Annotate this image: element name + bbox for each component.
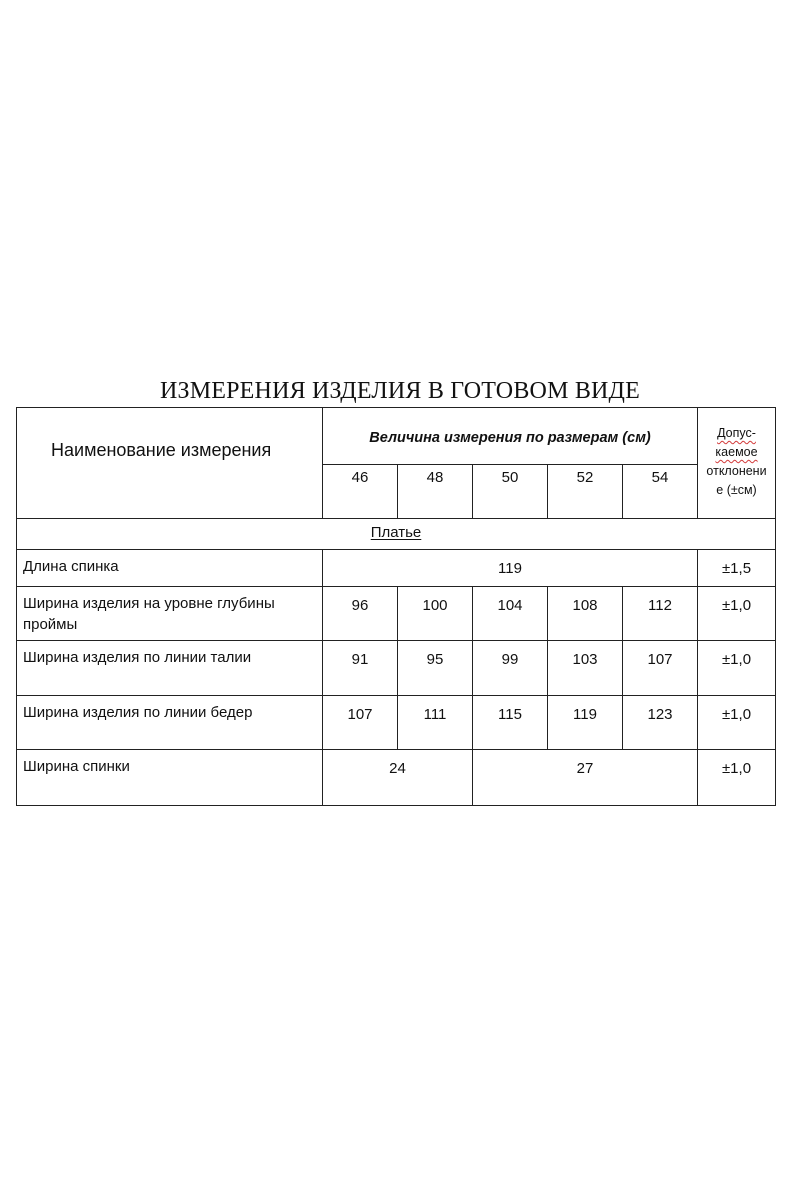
value-cell: 95 [398, 641, 473, 696]
tolerance-line: е (±см) [716, 483, 757, 497]
measurement-name: Ширина спинки [17, 750, 323, 806]
header-row [17, 408, 776, 465]
table-row [17, 550, 776, 587]
measurement-name: Ширина изделия по линии талии [17, 641, 323, 696]
table-row [17, 750, 776, 806]
measurement-name: Длина спинка [17, 550, 323, 587]
merged-value: 119 [323, 550, 698, 587]
tolerance-value: ±1,0 [698, 696, 776, 750]
tolerance-value: ±1,0 [698, 750, 776, 806]
value-cell: 100 [398, 587, 473, 641]
measurements-table [16, 407, 776, 806]
tolerance-value: ±1,5 [698, 550, 776, 587]
section-label: Платье [17, 519, 776, 550]
value-cell: 99 [473, 641, 548, 696]
size-54: 54 [623, 465, 698, 519]
value-cell: 112 [623, 587, 698, 641]
measurement-name: Ширина изделия на уровне глубины проймы [17, 587, 323, 641]
tolerance-value: ±1,0 [698, 641, 776, 696]
value-cell: 107 [323, 696, 398, 750]
size-48: 48 [398, 465, 473, 519]
header-tolerance [698, 408, 776, 519]
group-value: 24 [323, 750, 473, 806]
tolerance-line: Допус- [717, 426, 756, 440]
value-cell: 107 [623, 641, 698, 696]
value-cell: 104 [473, 587, 548, 641]
value-cell: 115 [473, 696, 548, 750]
size-46: 46 [323, 465, 398, 519]
header-name-column: Наименование измерения [17, 408, 323, 519]
group-value: 27 [473, 750, 698, 806]
size-50: 50 [473, 465, 548, 519]
value-cell: 111 [398, 696, 473, 750]
table-row [17, 696, 776, 750]
header-sizes-group: Величина измерения по размерам (см) [323, 408, 698, 465]
tolerance-line: каемое [715, 445, 758, 459]
value-cell: 119 [548, 696, 623, 750]
table-row [17, 641, 776, 696]
value-cell: 96 [323, 587, 398, 641]
section-row [17, 519, 776, 550]
value-cell: 103 [548, 641, 623, 696]
size-52: 52 [548, 465, 623, 519]
tolerance-line: отклонени [706, 464, 767, 478]
tolerance-value: ±1,0 [698, 587, 776, 641]
document-title: ИЗМЕРЕНИЯ ИЗДЕЛИЯ В ГОТОВОМ ВИДЕ [159, 378, 640, 404]
measurement-name: Ширина изделия по линии бедер [17, 696, 323, 750]
table-row [17, 587, 776, 641]
value-cell: 91 [323, 641, 398, 696]
value-cell: 108 [548, 587, 623, 641]
value-cell: 123 [623, 696, 698, 750]
